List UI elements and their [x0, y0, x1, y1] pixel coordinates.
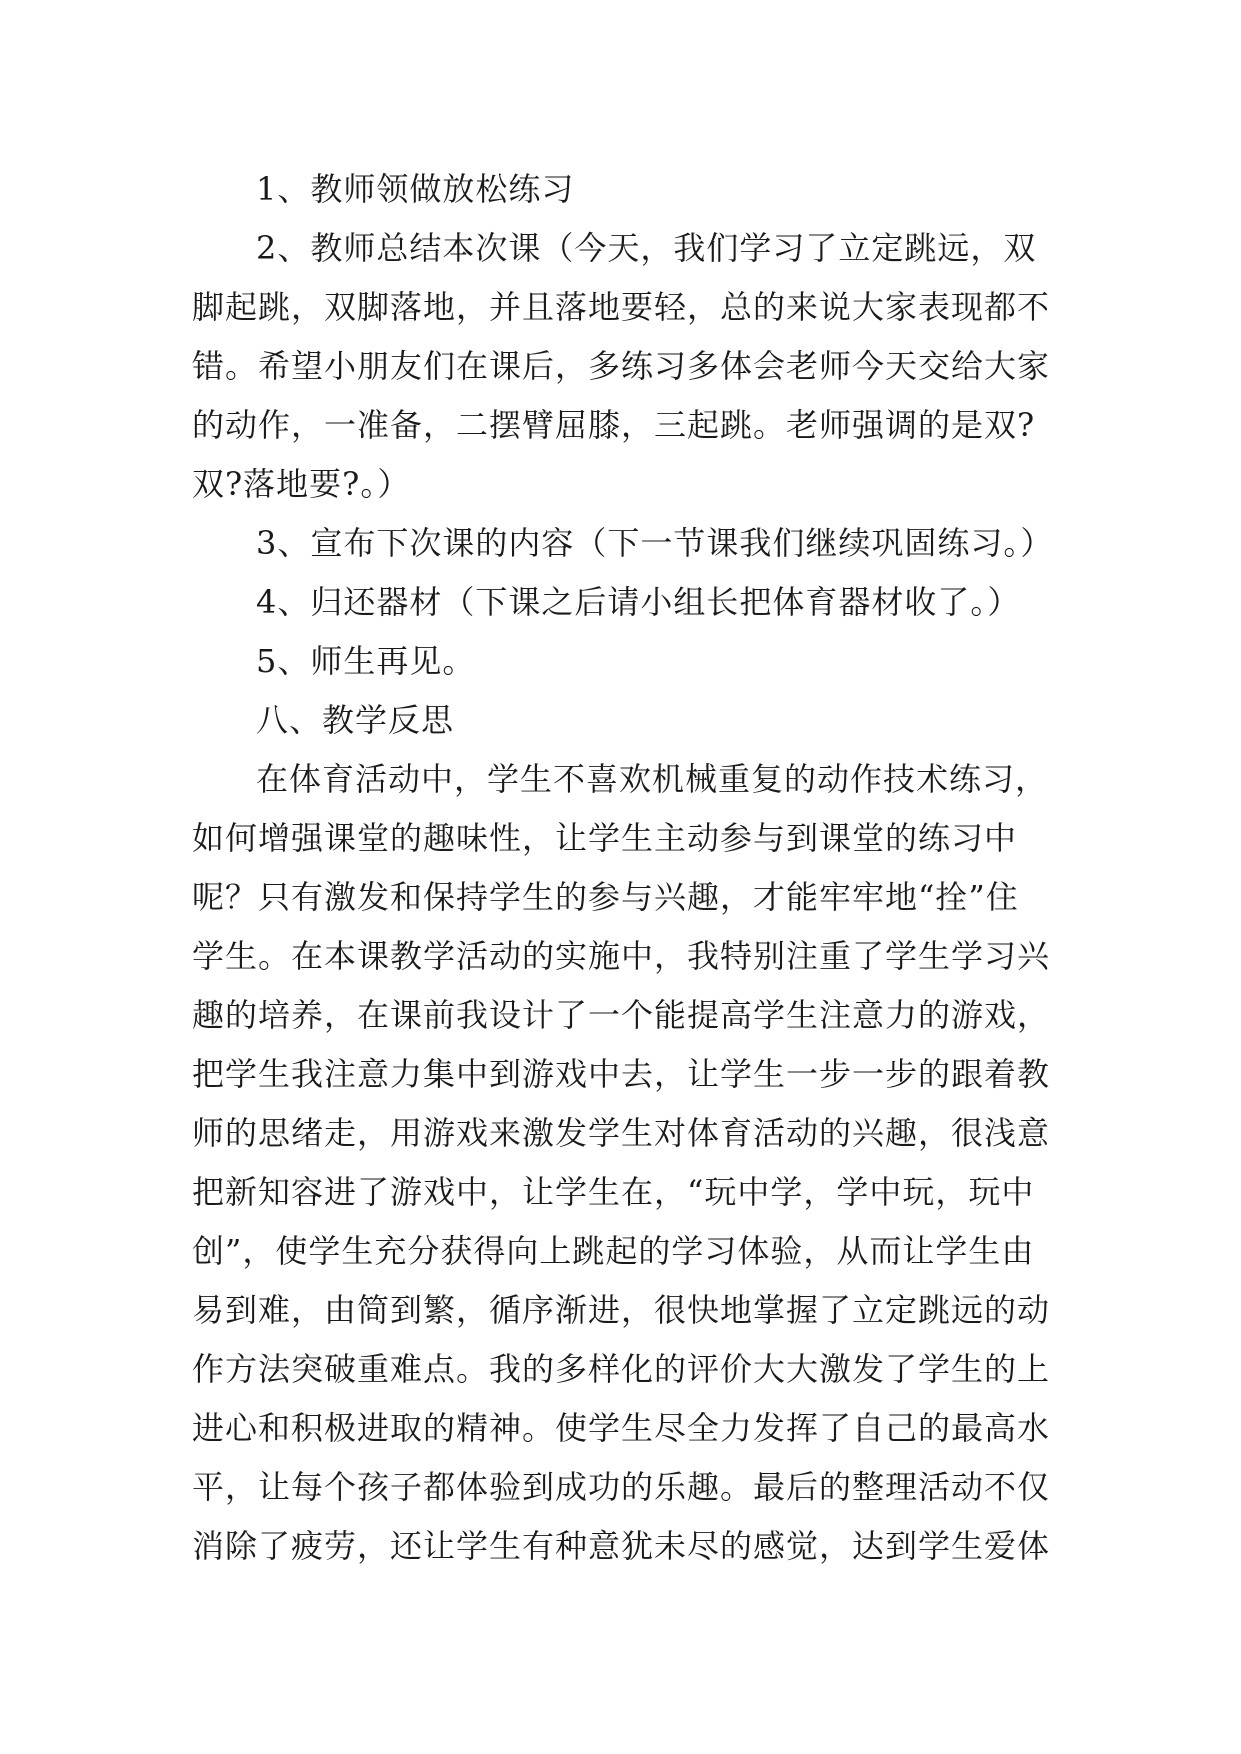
text-line: 呢？只有激发和保持学生的参与兴趣，才能牢牢地“拴”住	[192, 878, 1019, 916]
text-line: 1、教师领做放松练习	[256, 170, 575, 208]
text-line: 如何增强课堂的趣味性，让学生主动参与到课堂的练习中	[192, 819, 1018, 857]
text-line: 易到难，由简到繁，循序渐进，很快地掌握了立定跳远的动	[192, 1291, 1051, 1329]
text-line: 八、教学反思	[256, 701, 455, 739]
document-body	[192, 160, 1062, 1576]
text-line: 2、教师总结本次课（今天，我们学习了立定跳远，双	[256, 229, 1037, 267]
text-line: 平，让每个孩子都体验到成功的乐趣。最后的整理活动不仅	[192, 1468, 1051, 1506]
text-line: 趣的培养，在课前我设计了一个能提高学生注意力的游戏，	[192, 996, 1051, 1034]
text-line: 4、归还器材（下课之后请小组长把体育器材收了。）	[256, 583, 1021, 621]
text-line: 在体育活动中，学生不喜欢机械重复的动作技术练习，	[256, 760, 1049, 798]
text-line: 作方法突破重难点。我的多样化的评价大大激发了学生的上	[192, 1350, 1051, 1388]
text-line: 脚起跳，双脚落地，并且落地要轻，总的来说大家表现都不	[192, 288, 1051, 326]
text-line: 把新知容进了游戏中，让学生在，“玩中学，学中玩，玩中	[192, 1173, 1035, 1211]
text-line: 进心和积极进取的精神。使学生尽全力发挥了自己的最高水	[192, 1409, 1051, 1447]
text-line: 的动作，一准备，二摆臂屈膝，三起跳。老师强调的是双?	[192, 406, 1036, 444]
text-line: 学生。在本课教学活动的实施中，我特别注重了学生学习兴	[192, 937, 1051, 975]
text-line: 3、宣布下次课的内容（下一节课我们继续巩固练习。）	[256, 524, 1054, 562]
text-line: 5、师生再见。	[256, 642, 476, 680]
text-line: 消除了疲劳，还让学生有种意犹未尽的感觉，达到学生爱体	[192, 1527, 1051, 1565]
text-line: 师的思绪走，用游戏来激发学生对体育活动的兴趣，很浅意	[192, 1114, 1051, 1152]
text-line: 双?落地要?。）	[192, 465, 411, 503]
text-line: 创”，使学生充分获得向上跳起的学习体验，从而让学生由	[192, 1232, 1035, 1270]
text-line: 把学生我注意力集中到游戏中去，让学生一步一步的跟着教	[192, 1055, 1051, 1093]
text-line: 错。希望小朋友们在课后，多练习多体会老师今天交给大家	[192, 347, 1051, 385]
